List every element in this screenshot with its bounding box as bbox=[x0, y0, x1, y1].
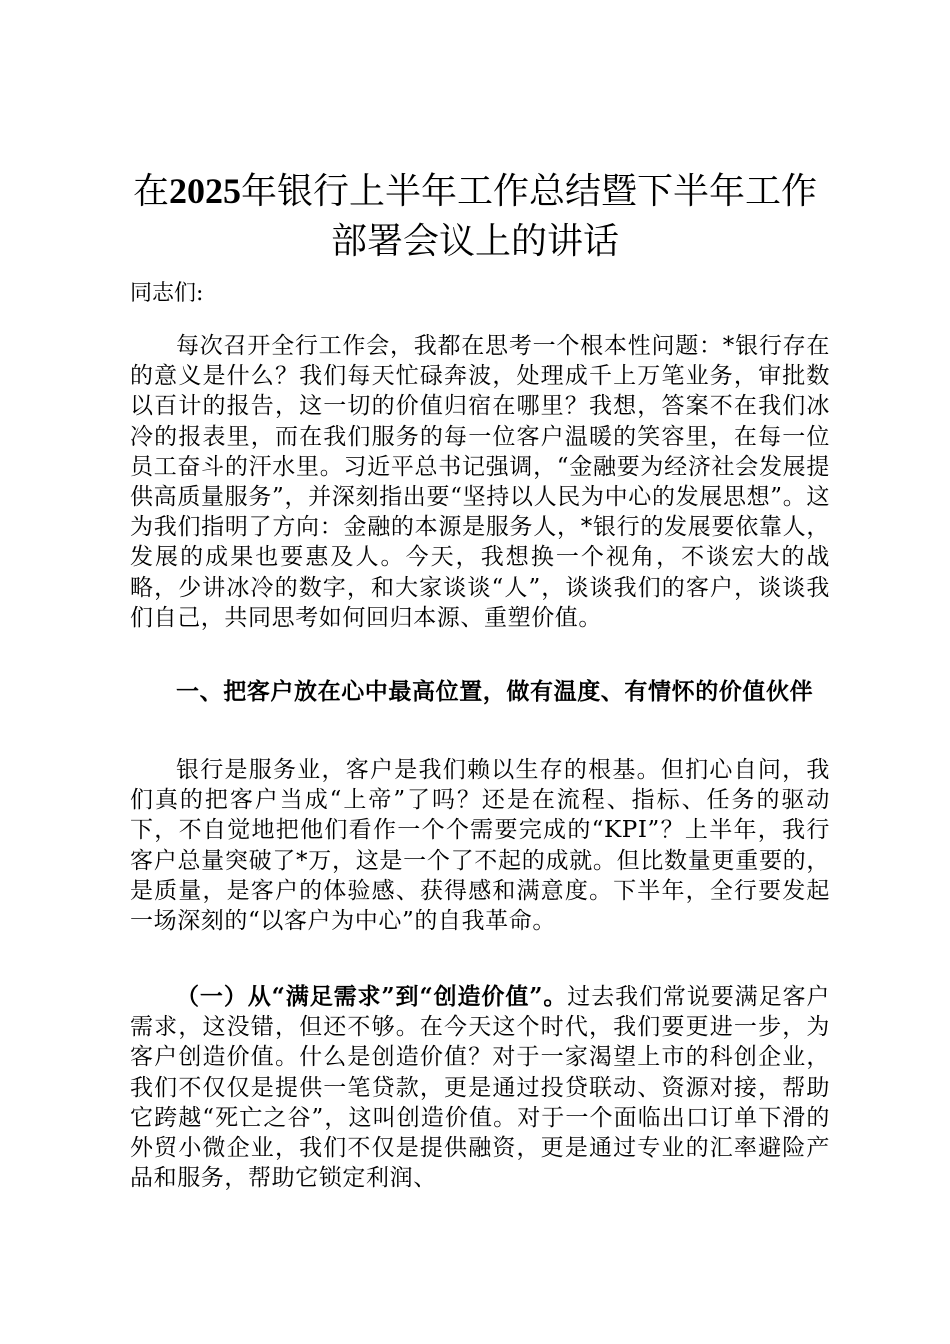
document-title bbox=[100, 166, 850, 267]
section-heading-1: 一、把客户放在心中最高位置，做有温度、有情怀的价值伙伴 bbox=[176, 678, 814, 705]
paragraph-section1: 银行是服务业，客户是我们赖以生存的根基。但扪心自问，我们真的把客户当成“上帝”了吗？还是在流程、指标、任务的驱动下，不自觉地把他们看作一个个需要完成的“KPI”？上半年，我行客户总量突破了*万，这是一个了不起的成就。但比数量更重要的，是质量，是客户的体验感、获得感和满意度。下半年，全行要发起一场深刻的“以客户为中心”的自我革命。 bbox=[130, 757, 830, 935]
salutation: 同志们: bbox=[130, 281, 204, 306]
title-line1-rest: 年银行上半年工作总结暨下半年工作 bbox=[241, 171, 818, 212]
subsection-heading: （一）从“满足需求”到“创造价值”。 bbox=[176, 983, 568, 1010]
title-prefix: 在 bbox=[132, 171, 169, 212]
paragraph-intro: 每次召开全行工作会，我都在思考一个根本性问题：*银行存在的意义是什么？我们每天忙碌奔波，处理成千上万笔业务，审批数以百计的报告，这一切的价值归宿在哪里？我想，答案不在我们冰冷的报表里，而在我们服务的每一位客户温暖的笑容里，在每一位员工奋斗的汗水里。习近平总书记强调，“金融要为经济社会发展提供高质量服务”，并深刻指出要“坚持以人民为中心的发展思想”。这为我们指明了方向：金融的本源是服务人，*银行的发展要依靠人，发展的成果也要惠及人。今天，我想换一个视角，不谈宏大的战略，少讲冰冷的数字，和大家谈谈“人”，谈谈我们的客户，谈谈我们自己，共同思考如何回归本源、重塑价值。 bbox=[130, 333, 830, 631]
subsection-body: 过去我们常说要满足客户需求，这没错，但还不够。在今天这个时代，我们要更进一步，为客户创造价值。什么是创造价值？对于一家渴望上市的科创企业，我们不仅仅是提供一笔贷款，更是通过投贷联动、资源对接，帮助它跨越“死亡之谷”，这叫创造价值。对于一个面临出口订单下滑的外贸小微企业，我们不仅是提供融资，更是通过专业的汇率避险产品和服务，帮助它锁定利润、 bbox=[130, 984, 830, 1192]
paragraph-subsection1 bbox=[130, 982, 830, 1193]
title-year: 2025 bbox=[169, 171, 241, 211]
title-line2: 部署会议上的讲话 bbox=[330, 221, 619, 262]
